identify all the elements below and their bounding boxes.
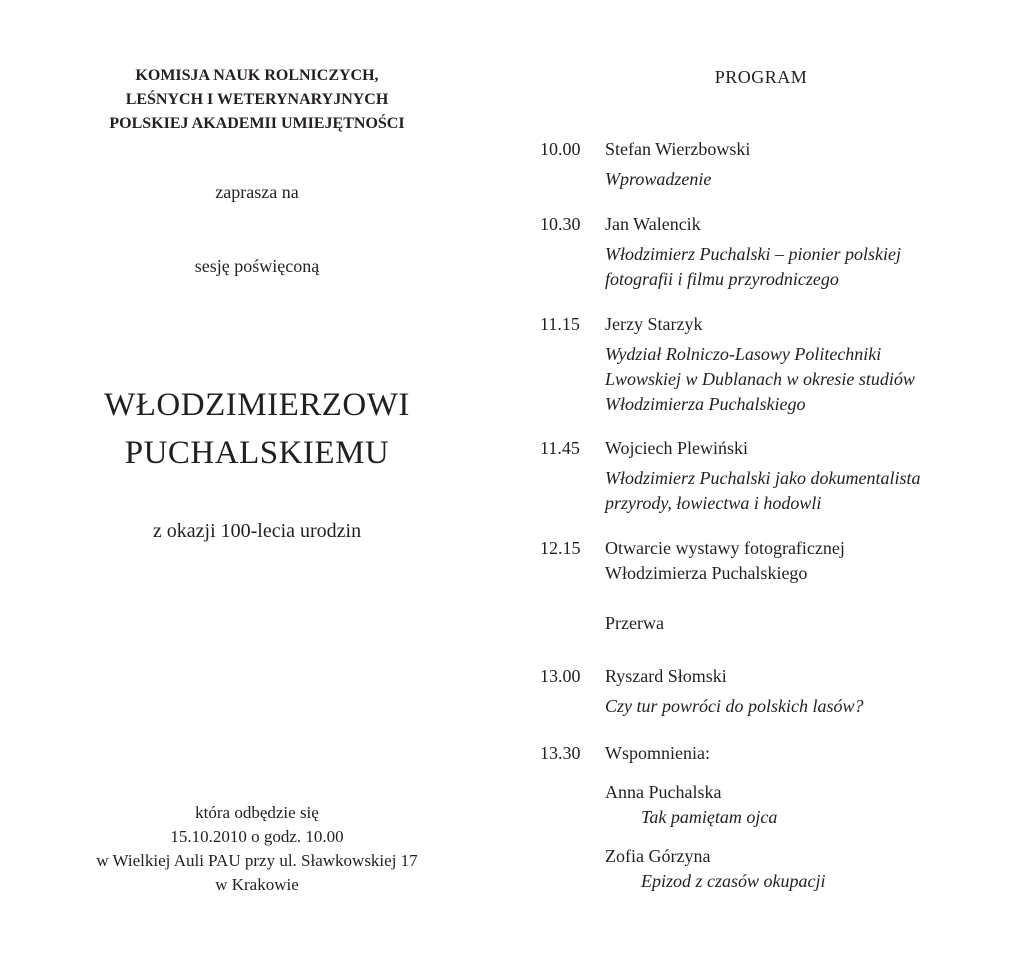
program-item [605, 436, 1005, 516]
talk-title: przyrody, łowiectwa i hodowli [605, 493, 822, 513]
event-text: Włodzimierza Puchalskiego [605, 563, 808, 583]
venue-line: w Wielkiej Auli PAU przy ul. Sławkowskiej 17 [96, 851, 418, 870]
talk-title: Czy tur powróci do polskich lasów? [605, 696, 864, 716]
program-time: 13.00 [540, 666, 581, 686]
speaker-name: Zofia Górzyna [605, 846, 711, 866]
program-time: 11.15 [540, 314, 580, 334]
memory-item [605, 844, 1005, 894]
program-time: 11.45 [540, 438, 580, 458]
program-item [605, 611, 1005, 636]
program-item [605, 137, 1005, 192]
program-item [605, 536, 1005, 586]
venue-line: w Krakowie [215, 875, 299, 894]
invites-text: zaprasza na [215, 182, 299, 202]
program-item [605, 664, 1005, 719]
honoree-line: WŁODZIMIERZOWI [104, 387, 410, 423]
talk-title: Włodzimierza Puchalskiego [605, 394, 806, 414]
program-time: 10.30 [540, 214, 581, 234]
organizer-line: POLSKIEJ AKADEMII UMIEJĘTNOŚCI [109, 115, 405, 132]
talk-title: Włodzimierz Puchalski – pionier polskiej [605, 244, 901, 264]
event-text: Wspomnienia: [605, 743, 710, 763]
honoree-line: PUCHALSKIEMU [124, 435, 390, 471]
venue-line: która odbędzie się [195, 803, 319, 822]
organizer-heading [40, 64, 474, 136]
talk-title: Lwowskiej w Dublanach w okresie studiów [605, 369, 915, 389]
program-item [605, 212, 1005, 292]
speaker-name: Jan Walencik [605, 214, 701, 234]
organizer-line: KOMISJA NAUK ROLNICZYCH, [135, 67, 379, 84]
speaker-name: Ryszard Słomski [605, 666, 727, 686]
venue-line: 15.10.2010 o godz. 10.00 [170, 827, 344, 846]
talk-title: Wydział Rolniczo-Lasowy Politechniki [605, 344, 882, 364]
speaker-name: Stefan Wierzbowski [605, 139, 751, 159]
talk-title: Wprowadzenie [605, 169, 712, 189]
program-item [605, 312, 1005, 417]
talk-title: Epizod z czasów okupacji [641, 871, 826, 891]
event-text: Otwarcie wystawy fotograficznej [605, 538, 845, 558]
program-time: 13.30 [540, 743, 581, 763]
honoree-name [40, 381, 474, 477]
occasion-text: z okazji 100-lecia urodzin [152, 520, 362, 542]
talk-title: Włodzimierz Puchalski jako dokumentalista [605, 468, 921, 488]
speaker-name: Wojciech Plewiński [605, 438, 749, 458]
break-text: Przerwa [605, 613, 664, 633]
program-item [605, 741, 1005, 766]
program-title: PROGRAM [714, 67, 808, 87]
venue-info [40, 801, 474, 897]
memory-item [605, 780, 1005, 830]
program-time: 12.15 [540, 538, 581, 558]
program-time: 10.00 [540, 139, 581, 159]
talk-title: fotografii i filmu przyrodniczego [605, 269, 839, 289]
organizer-line: LEŚNYCH I WETERYNARYJNYCH [125, 91, 389, 108]
session-text: sesję poświęconą [194, 256, 320, 276]
speaker-name: Jerzy Starzyk [605, 314, 703, 334]
speaker-name: Anna Puchalska [605, 782, 722, 802]
talk-title: Tak pamiętam ojca [641, 807, 778, 827]
